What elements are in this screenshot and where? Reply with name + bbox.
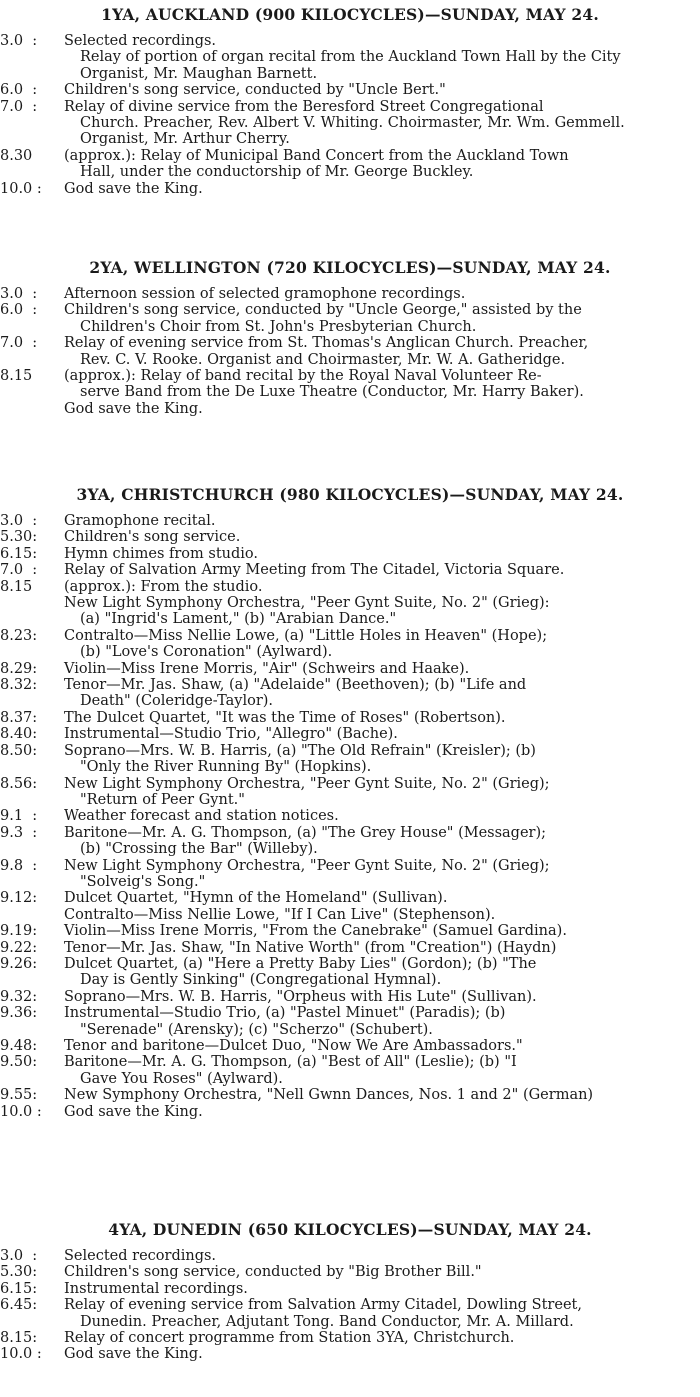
entry-continuation: (b) "Crossing the Bar" (Willeby). (80, 841, 318, 858)
programme-entry (0, 1346, 700, 1362)
entry-time: 7.0 : (0, 98, 38, 115)
entry-text: Children's song service. (64, 529, 241, 546)
programme-entry (0, 1038, 700, 1054)
section-3ya-christchurch (0, 486, 700, 1120)
entry-text: Violin—Miss Irene Morris, "From the Canebrake" (Samuel Gardina). (64, 923, 567, 940)
entry-continuation: Rev. C. V. Rooke. Organist and Choirmaster, Mr. W. A. Gatheridge. (80, 351, 566, 368)
entry-text: Instrumental—Studio Trio, "Allegro" (Bache). (64, 726, 398, 743)
programme-entry (0, 989, 700, 1005)
entry-text: Tenor—Mr. Jas. Shaw, (a) "Adelaide" (Beethoven); (b) "Life and (64, 677, 527, 694)
entry-continuation: Children's Choir from St. John's Presbyterian Church. (80, 318, 477, 335)
entry-continuation: Death" (Coleridge-Taylor). (80, 693, 274, 710)
entry-text: New Light Symphony Orchestra, "Peer Gynt Suite, No. 2" (Grieg): (64, 595, 550, 612)
entry-time: 10.0 : (0, 1346, 42, 1363)
programme-entry (0, 513, 700, 529)
entry-text: The Dulcet Quartet, "It was the Time of Roses" (Robertson). (64, 709, 506, 726)
entry-time: 8.23: (0, 627, 38, 644)
entry-continuation: "Only the River Running By" (Hopkins). (80, 759, 372, 776)
entry-text: Tenor and baritone—Dulcet Duo, "Now We Are Ambassadors." (64, 1038, 523, 1054)
entry-continuation: Church. Preacher, Rev. Albert V. Whiting. Choirmaster, Mr. Wm. Gemmell. Organist, Mr. Arthur Cherry. (80, 115, 625, 148)
entry-text: Hymn chimes from studio. (64, 545, 259, 562)
entry-text: Instrumental recordings. (64, 1280, 248, 1297)
entry-time: 6.0 : (0, 82, 38, 99)
entry-time: 9.19: (0, 923, 38, 940)
programme-entry (0, 743, 700, 776)
programme-entry (0, 286, 700, 302)
entry-continuation: Gave You Roses" (Aylward). (80, 1070, 283, 1087)
entry-time: 8.32: (0, 677, 38, 694)
entry-text: God save the King. (64, 180, 203, 197)
section-heading: 3YA, CHRISTCHURCH (980 KILOCYCLES)—SUNDAY, MAY 24. (76, 485, 624, 504)
entry-text: Gramophone recital. (64, 513, 216, 529)
section-1ya-auckland (0, 6, 700, 197)
programme-entry (0, 940, 700, 956)
programme-entry (0, 1104, 700, 1120)
programme-entry (0, 148, 700, 181)
entry-text: New Symphony Orchestra, "Nell Gwnn Dances, Nos. 1 and 2" (German) (64, 1087, 594, 1104)
programme-entry (0, 1248, 700, 1264)
entry-time: 9.32: (0, 988, 38, 1005)
entry-time: 9.55: (0, 1087, 38, 1104)
entry-text: Instrumental—Studio Trio, (a) "Pastel Minuet" (Paradis); (b) (64, 1005, 506, 1022)
entry-time: 9.26: (0, 955, 38, 972)
entry-text: Afternoon session of selected gramophone recordings. (64, 286, 466, 302)
entry-time: 8.15 (0, 578, 33, 595)
programme-entry (0, 401, 700, 417)
entry-time: 7.0 : (0, 562, 38, 579)
entry-text: Weather forecast and station notices. (64, 808, 339, 825)
entry-time: 9.3 : (0, 824, 38, 841)
programme-entry (0, 1087, 700, 1103)
entry-time: 3.0 : (0, 513, 38, 529)
entry-time: 6.15: (0, 545, 38, 562)
entry-time: 9.12: (0, 890, 38, 907)
programme-entry (0, 628, 700, 661)
entry-time: 9.50: (0, 1054, 38, 1071)
entry-time: 8.30 (0, 147, 33, 164)
programme-entry (0, 335, 700, 368)
entry-continuation: "Serenade" (Arensky); (c) "Scherzo" (Schubert). (80, 1021, 433, 1038)
entry-text: (approx.): Relay of band recital by the Royal Naval Volunteer Re- (64, 368, 542, 385)
entry-text: New Light Symphony Orchestra, "Peer Gynt Suite, No. 2" (Grieg); (64, 775, 550, 792)
programme-entry (0, 1281, 700, 1297)
programme-entry (0, 302, 700, 335)
entry-text: Contralto—Miss Nellie Lowe, "If I Can Live" (Stephenson). (64, 906, 496, 923)
programme-entry (0, 956, 700, 989)
entry-text: Relay of concert programme from Station 3YA, Christchurch. (64, 1330, 515, 1347)
programme-entry (0, 562, 700, 578)
entry-time: 3.0 : (0, 1248, 38, 1264)
entry-time: 5.30: (0, 1264, 38, 1281)
programme-entry (0, 1330, 700, 1346)
entry-text: Baritone—Mr. A. G. Thompson, (a) "The Grey House" (Messager); (64, 824, 547, 841)
section-heading: 4YA, DUNEDIN (650 KILOCYCLES)—SUNDAY, MAY 24. (108, 1220, 592, 1239)
entry-text: Soprano—Mrs. W. B. Harris, (a) "The Old Refrain" (Kreisler); (b) (64, 742, 536, 759)
entry-continuation: Relay of portion of organ recital from the Auckland Town Hall by the City Organist, Mr. Maughan Barnett. (80, 49, 621, 82)
entry-time: 8.15: (0, 1330, 38, 1347)
programme-entry (0, 710, 700, 726)
entry-time: 9.1 : (0, 808, 38, 825)
entry-time: 9.48: (0, 1038, 38, 1054)
programme-entry (0, 99, 700, 148)
entry-text: Relay of divine service from the Beresford Street Congregational (64, 98, 544, 115)
entry-text: Dulcet Quartet, (a) "Here a Pretty Baby Lies" (Gordon); (b) "The (64, 955, 537, 972)
section-4ya-dunedin (0, 1221, 700, 1363)
entry-continuation: serve Band from the De Luxe Theatre (Conductor, Mr. Harry Baker). (80, 384, 584, 401)
programme-entry (0, 890, 700, 906)
entry-time: 6.0 : (0, 302, 38, 319)
entry-text: Selected recordings. (64, 33, 217, 49)
entry-time: 9.22: (0, 939, 38, 956)
entry-time: 10.0 : (0, 180, 42, 197)
programme-entry (0, 1264, 700, 1280)
entry-text: Dulcet Quartet, "Hymn of the Homeland" (Sullivan). (64, 890, 448, 907)
entry-time: 10.0 : (0, 1103, 42, 1120)
entry-text: Children's song service, conducted by "Uncle Bert." (64, 82, 446, 99)
entry-continuation: (a) "Ingrid's Lament," (b) "Arabian Dance." (80, 611, 397, 628)
entry-text: Selected recordings. (64, 1248, 217, 1264)
entry-time: 8.37: (0, 709, 38, 726)
programme-entry (0, 1005, 700, 1038)
programme-entry (0, 1297, 700, 1330)
entry-text: Relay of evening service from Salvation Army Citadel, Dowling Street, (64, 1297, 582, 1314)
entry-time: 8.40: (0, 726, 38, 743)
entry-text: Soprano—Mrs. W. B. Harris, "Orpheus with His Lute" (Sullivan). (64, 988, 537, 1005)
entry-text: New Light Symphony Orchestra, "Peer Gynt Suite, No. 2" (Grieg); (64, 857, 550, 874)
programme-entry (0, 825, 700, 858)
programme-entry (0, 661, 700, 677)
programme-entry (0, 776, 700, 809)
programme-entry (0, 181, 700, 197)
entry-time: 3.0 : (0, 33, 38, 49)
entry-time: 7.0 : (0, 335, 38, 352)
entry-text: Violin—Miss Irene Morris, "Air" (Schweirs and Haake). (64, 660, 470, 677)
entry-continuation: (b) "Love's Coronation" (Aylward). (80, 644, 333, 661)
entry-text: Children's song service, conducted by "Uncle George," assisted by the (64, 302, 582, 319)
entry-time: 6.15: (0, 1280, 38, 1297)
entry-text: God save the King. (64, 1346, 203, 1363)
entry-continuation: "Return of Peer Gynt." (80, 791, 245, 808)
section-heading: 1YA, AUCKLAND (900 KILOCYCLES)—SUNDAY, MAY 24. (101, 5, 599, 24)
programme-entry (0, 858, 700, 891)
programme-entry (0, 368, 700, 401)
entry-continuation: Day is Gently Sinking" (Congregational Hymnal). (80, 972, 442, 989)
entry-time: 8.56: (0, 775, 38, 792)
entry-time: 5.30: (0, 529, 38, 546)
programme-entry (0, 808, 700, 824)
entry-time: 9.8 : (0, 857, 38, 874)
programme-entry (0, 907, 700, 923)
programme-entry (0, 529, 700, 545)
entry-continuation: Hall, under the conductorship of Mr. George Buckley. (80, 164, 474, 181)
entry-text: Contralto—Miss Nellie Lowe, (a) "Little Holes in Heaven" (Hope); (64, 627, 548, 644)
entry-continuation: "Solveig's Song." (80, 873, 206, 890)
programme-entry (0, 726, 700, 742)
programme-entry (0, 82, 700, 98)
programme-entry (0, 595, 700, 628)
entry-text: (approx.): Relay of Municipal Band Concert from the Auckland Town (64, 147, 569, 164)
entry-text: Relay of Salvation Army Meeting from The Citadel, Victoria Square. (64, 562, 565, 579)
entry-text: Tenor—Mr. Jas. Shaw, "In Native Worth" (from "Creation") (Haydn) (64, 939, 557, 956)
programme-entry (0, 923, 700, 939)
programme-entry (0, 33, 700, 82)
entry-text: Baritone—Mr. A. G. Thompson, (a) "Best of All" (Leslie); (b) "I (64, 1054, 517, 1071)
entry-text: (approx.): From the studio. (64, 578, 263, 595)
section-heading: 2YA, WELLINGTON (720 KILOCYCLES)—SUNDAY, MAY 24. (89, 258, 611, 277)
entry-text: God save the King. (64, 400, 203, 417)
entry-text: Relay of evening service from St. Thomas's Anglican Church. Preacher, (64, 335, 589, 352)
entry-text: God save the King. (64, 1103, 203, 1120)
entry-time: 9.36: (0, 1005, 38, 1022)
entry-time: 8.29: (0, 660, 38, 677)
entry-time: 6.45: (0, 1297, 38, 1314)
entry-time: 8.15 (0, 368, 33, 385)
section-2ya-wellington (0, 259, 700, 417)
programme-entry (0, 677, 700, 710)
programme-entry (0, 546, 700, 562)
programme-entry (0, 579, 700, 595)
entry-time: 3.0 : (0, 286, 38, 302)
entry-text: Children's song service, conducted by "Big Brother Bill." (64, 1264, 482, 1281)
programme-entry (0, 1054, 700, 1087)
entry-continuation: Dunedin. Preacher, Adjutant Tong. Band Conductor, Mr. A. Millard. (80, 1313, 574, 1330)
entry-time: 8.50: (0, 742, 38, 759)
